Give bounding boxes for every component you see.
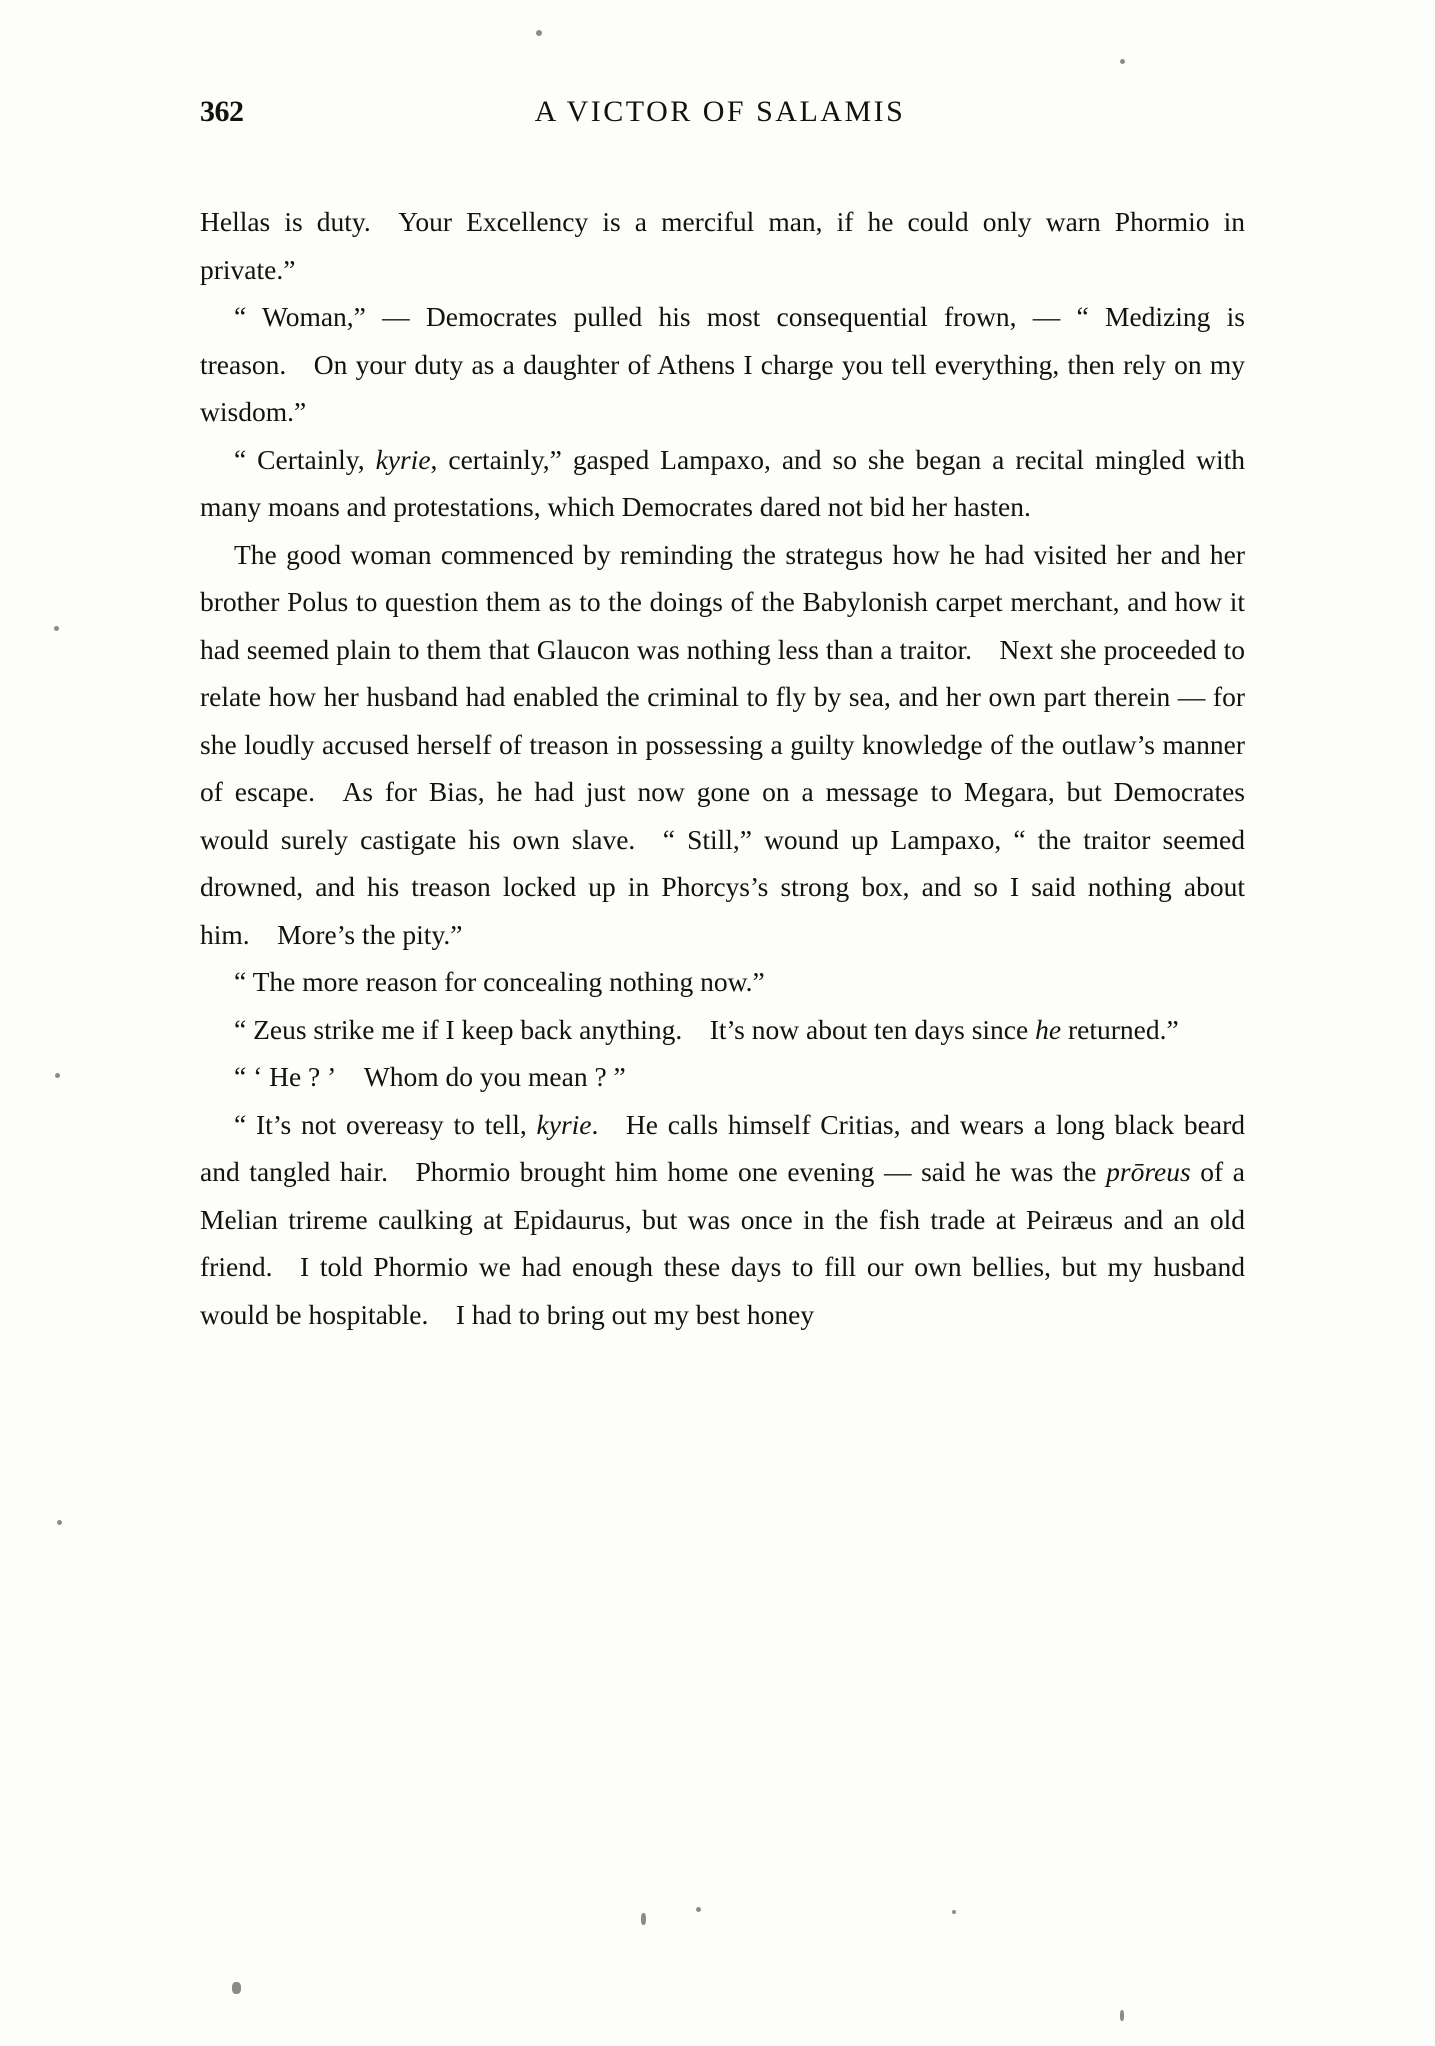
page-speck — [641, 1913, 646, 1925]
page-number: 362 — [200, 95, 244, 128]
paragraph: “ Zeus strike me if I keep back anything. It’s now about ten days since he returned.” — [234, 1013, 1179, 1045]
page-speck — [55, 1073, 60, 1078]
paragraph: “ The more reason for concealing nothing now.” — [234, 966, 765, 997]
page-speck — [1120, 59, 1125, 64]
paragraph: Hellas is duty. Your Excellency is a merciful man, if he could only warn Phormio in private.” — [200, 206, 1245, 285]
paragraph: “ ‘ He ? ’ Whom do you mean ? ” — [234, 1061, 626, 1092]
page-speck — [57, 1520, 62, 1525]
paragraph: “ It’s not overeasy to tell, kyrie. He calls himself Critias, and wears a long black beard and tangled hair. Phormio brought him home one evening — said he was the prōreus of a Melian trireme caulking at Epidaurus, but was once in the fish trade at Peiræus and an old friend. I told Phormio we had enough these days to fill our own bellies, but my husband would be hospitable. I had to bring out my best honey — [200, 1108, 1245, 1330]
paragraph: “ Certainly, kyrie, certainly,” gasped Lampaxo, and so she began a recital mingled with many moans and protestations, which Democrates dared not bid her hasten. — [200, 443, 1245, 522]
page-speck — [952, 1910, 956, 1914]
paragraph: The good woman commenced by reminding the strategus how he had visited her and her brother Polus to question them as to the doings of the Babylonish carpet merchant, and how it had seemed plain to them that Glaucon was nothing less than a traitor. Next she proceeded to relate how her husband had enabled the criminal to fly by sea, and her own part therein — for she loudly accused herself of treason in possessing a guilty knowledge of the outlaw’s manner of escape. As for Bias, he had just now gone on a message to Megara, but Democrates would surely castigate his own slave. “ Still,” wound up Lampaxo, “ the traitor seemed drowned, and his treason locked up in Phorcys’s strong box, and so I said nothing about him. More’s the pity.” — [200, 538, 1245, 950]
body-text — [200, 198, 1245, 1338]
page-speck — [1120, 2010, 1124, 2021]
page-header — [200, 95, 1240, 139]
paragraph: “ Woman,” — Democrates pulled his most consequential frown, — “ Medizing is treason. On your duty as a daughter of Athens I charge you tell everything, then rely on my wisdom.” — [200, 301, 1245, 427]
page-speck — [536, 30, 542, 36]
page-speck — [696, 1907, 701, 1912]
running-title: A VICTOR OF SALAMIS — [534, 95, 906, 128]
page-speck — [54, 626, 59, 631]
page-speck — [232, 1982, 241, 1994]
